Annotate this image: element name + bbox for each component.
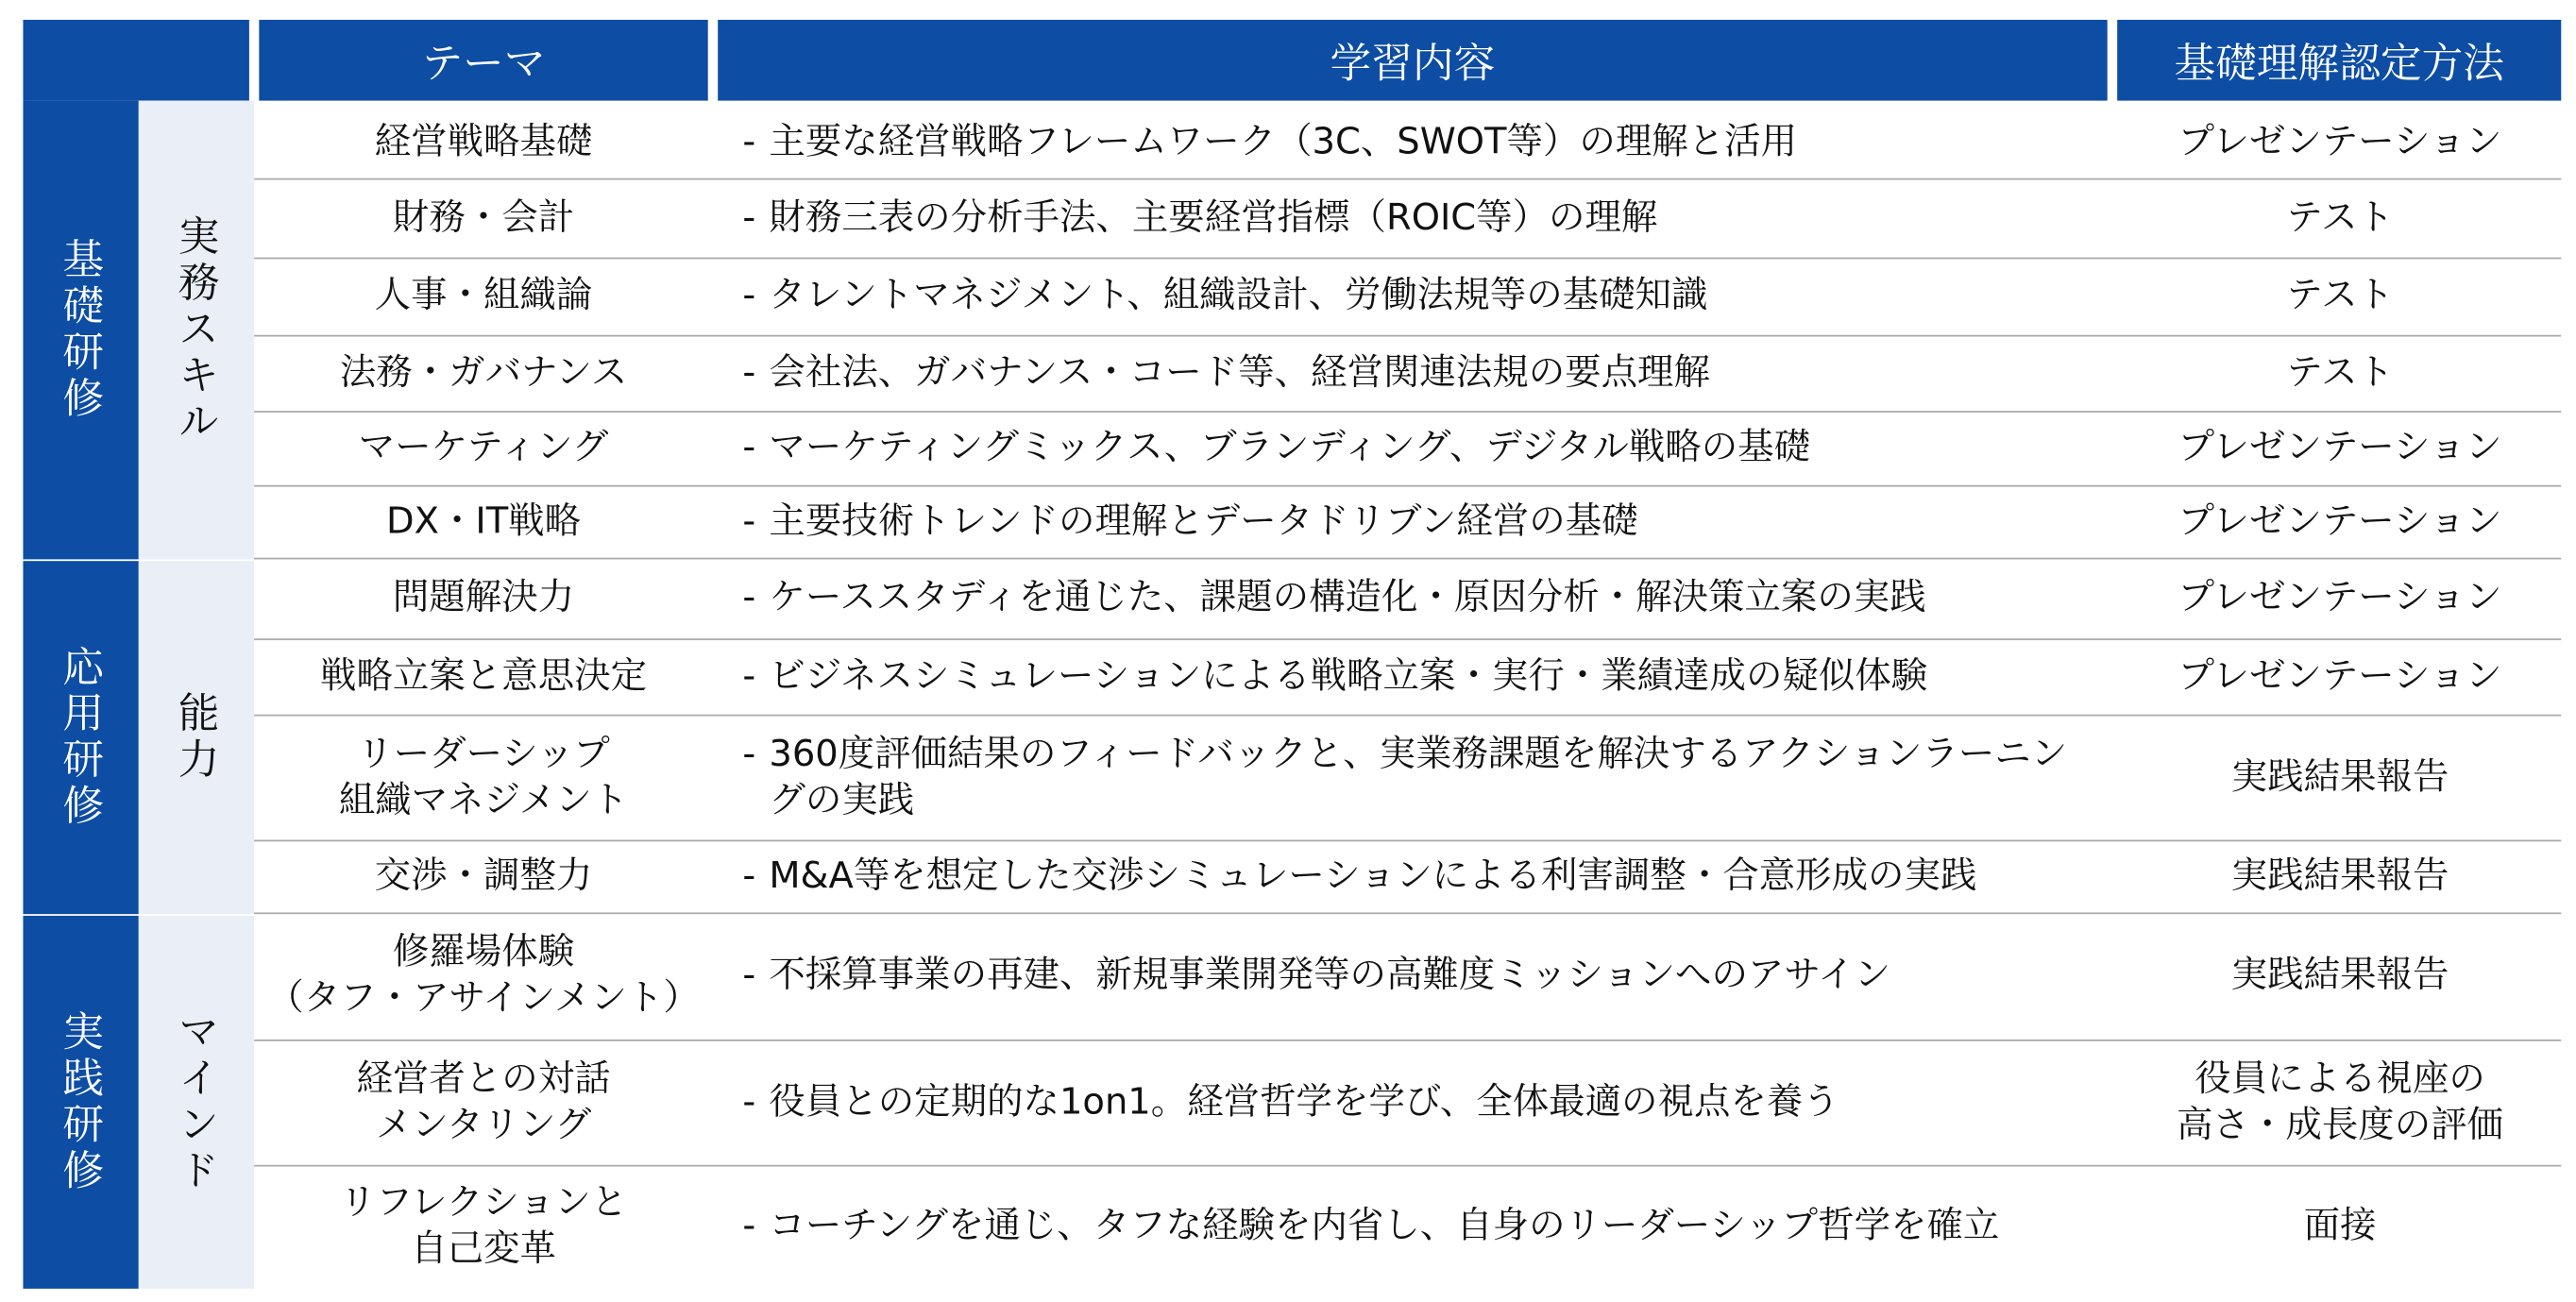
row-theme: マーケティング [358,427,609,469]
row-method: プレゼンテーション [2178,121,2502,163]
row-theme: リーダーシップ 組織マネジメント [338,733,629,821]
row-content-text: 主要な経営戦略フレームワーク（3C、SWOT等）の理解と活用 [769,121,1798,163]
table-row [254,337,2561,413]
row-dash: - [742,500,756,543]
row-content-text: 役員との定期的な1on1。経営哲学を学び、全体最適の視点を養う [769,1081,1839,1124]
row-method: プレゼンテーション [2178,655,2502,698]
table-row [254,259,2561,336]
row-content [742,108,2102,178]
row-content [742,841,2102,912]
group-label-practical [23,914,138,1289]
row-dash: - [742,655,756,698]
row-dash: - [742,577,756,619]
subgroup-label-skills [139,101,254,560]
row-content-text: 不採算事業の再建、新規事業開発等の高難度ミッションへのアサイン [769,955,1891,997]
row-method: プレゼンテーション [2178,500,2502,543]
subgroup-label-text: マインド [172,1008,221,1194]
row-theme: 経営戦略基礎 [374,121,593,163]
row-content [742,413,2102,485]
row-dash: - [742,1206,756,1248]
group-label-text: 実践研修 [57,1008,105,1194]
subgroup-label-text: 実務スキル [172,214,221,446]
row-theme: リフレクションと 自己変革 [339,1183,628,1271]
row-method: テスト [2286,352,2395,394]
row-method: 役員による視座の 高さ・成長度の評価 [2177,1058,2504,1146]
table-row [254,559,2561,640]
header-content: 学習内容 [718,20,2107,101]
row-content [742,487,2102,558]
row-theme: 修羅場体験 （タフ・アサインメント） [267,932,700,1021]
row-dash: - [742,955,756,997]
table-row [254,1041,2561,1167]
table-row [254,1167,2561,1289]
row-content [742,1167,2102,1289]
row-method: 実践結果報告 [2230,756,2449,798]
row-content [742,179,2102,257]
row-theme: 戦略立案と意思決定 [320,655,648,698]
group-label-applied [23,559,138,914]
subgroup-label-ability [139,559,254,914]
row-method: 実践結果報告 [2230,955,2449,997]
table-row [254,914,2561,1041]
row-theme: 問題解決力 [392,577,575,619]
table-row [254,487,2561,560]
row-dash: - [742,855,756,897]
row-theme: 経営者との対話 メンタリング [356,1058,611,1146]
table-row [254,716,2561,841]
row-theme: 法務・ガバナンス [339,352,628,394]
group-separator [23,914,254,916]
header-theme: テーマ [259,20,707,101]
row-content [742,1041,2102,1165]
row-content-text: 会社法、ガバナンス・コード等、経営関連法規の要点理解 [769,352,1710,394]
row-theme: 交渉・調整力 [374,855,593,897]
row-dash: - [742,121,756,163]
row-content-text: ケーススタディを通じた、課題の構造化・原因分析・解決策立案の実践 [769,577,1926,619]
header-corner [23,20,248,101]
row-dash: - [742,275,756,317]
row-content-text: マーケティングミックス、ブランディング、デジタル戦略の基礎 [769,427,1811,469]
row-theme: DX・IT戦略 [385,500,582,543]
header-method: 基礎理解認定方法 [2117,20,2561,101]
row-theme: 人事・組織論 [374,275,593,317]
group-label-text: 基礎研修 [57,237,105,423]
row-content-text: ビジネスシミュレーションによる戦略立案・実行・業績達成の疑似体験 [769,655,1928,698]
row-dash: - [742,352,756,394]
row-content [742,259,2102,334]
group-label-text: 応用研修 [57,644,105,830]
table-row [254,640,2561,716]
group-label-basic [23,101,138,560]
row-content [742,559,2102,638]
subgroup-label-mind [139,914,254,1289]
row-content [742,716,2102,839]
row-content-text: コーチングを通じ、タフな経験を内省し、自身のリーダーシップ哲学を確立 [769,1206,2000,1248]
row-method: テスト [2286,196,2395,239]
table-row [254,841,2561,914]
row-method: プレゼンテーション [2178,427,2502,469]
row-theme: 財務・会計 [392,196,575,239]
row-method: テスト [2286,275,2395,317]
table-row [254,179,2561,259]
row-method: 実践結果報告 [2230,855,2449,897]
subgroup-label-text: 能力 [172,690,221,784]
row-method: プレゼンテーション [2178,577,2502,619]
row-content [742,337,2102,412]
row-content-text: 360度評価結果のフィードバックと、実業務課題を解決するアクションラーニングの実践 [769,734,2068,822]
row-dash: - [742,1081,756,1124]
row-content-text: タレントマネジメント、組織設計、労働法規等の基礎知識 [769,275,1708,317]
row-method: 面接 [2303,1206,2377,1248]
row-dash: - [742,427,756,469]
row-content-text: 主要技術トレンドの理解とデータドリブン経営の基礎 [769,500,1638,543]
row-content-text: 財務三表の分析手法、主要経営指標（ROIC等）の理解 [769,196,1658,239]
group-separator [23,559,254,561]
row-dash: - [742,196,756,239]
row-dash: - [742,734,756,776]
table-row [254,108,2561,180]
table-row [254,413,2561,487]
row-content [742,914,2102,1040]
row-content-text: M&A等を想定した交渉シミュレーションによる利害調整・合意形成の実践 [769,855,1977,897]
row-content [742,640,2102,715]
